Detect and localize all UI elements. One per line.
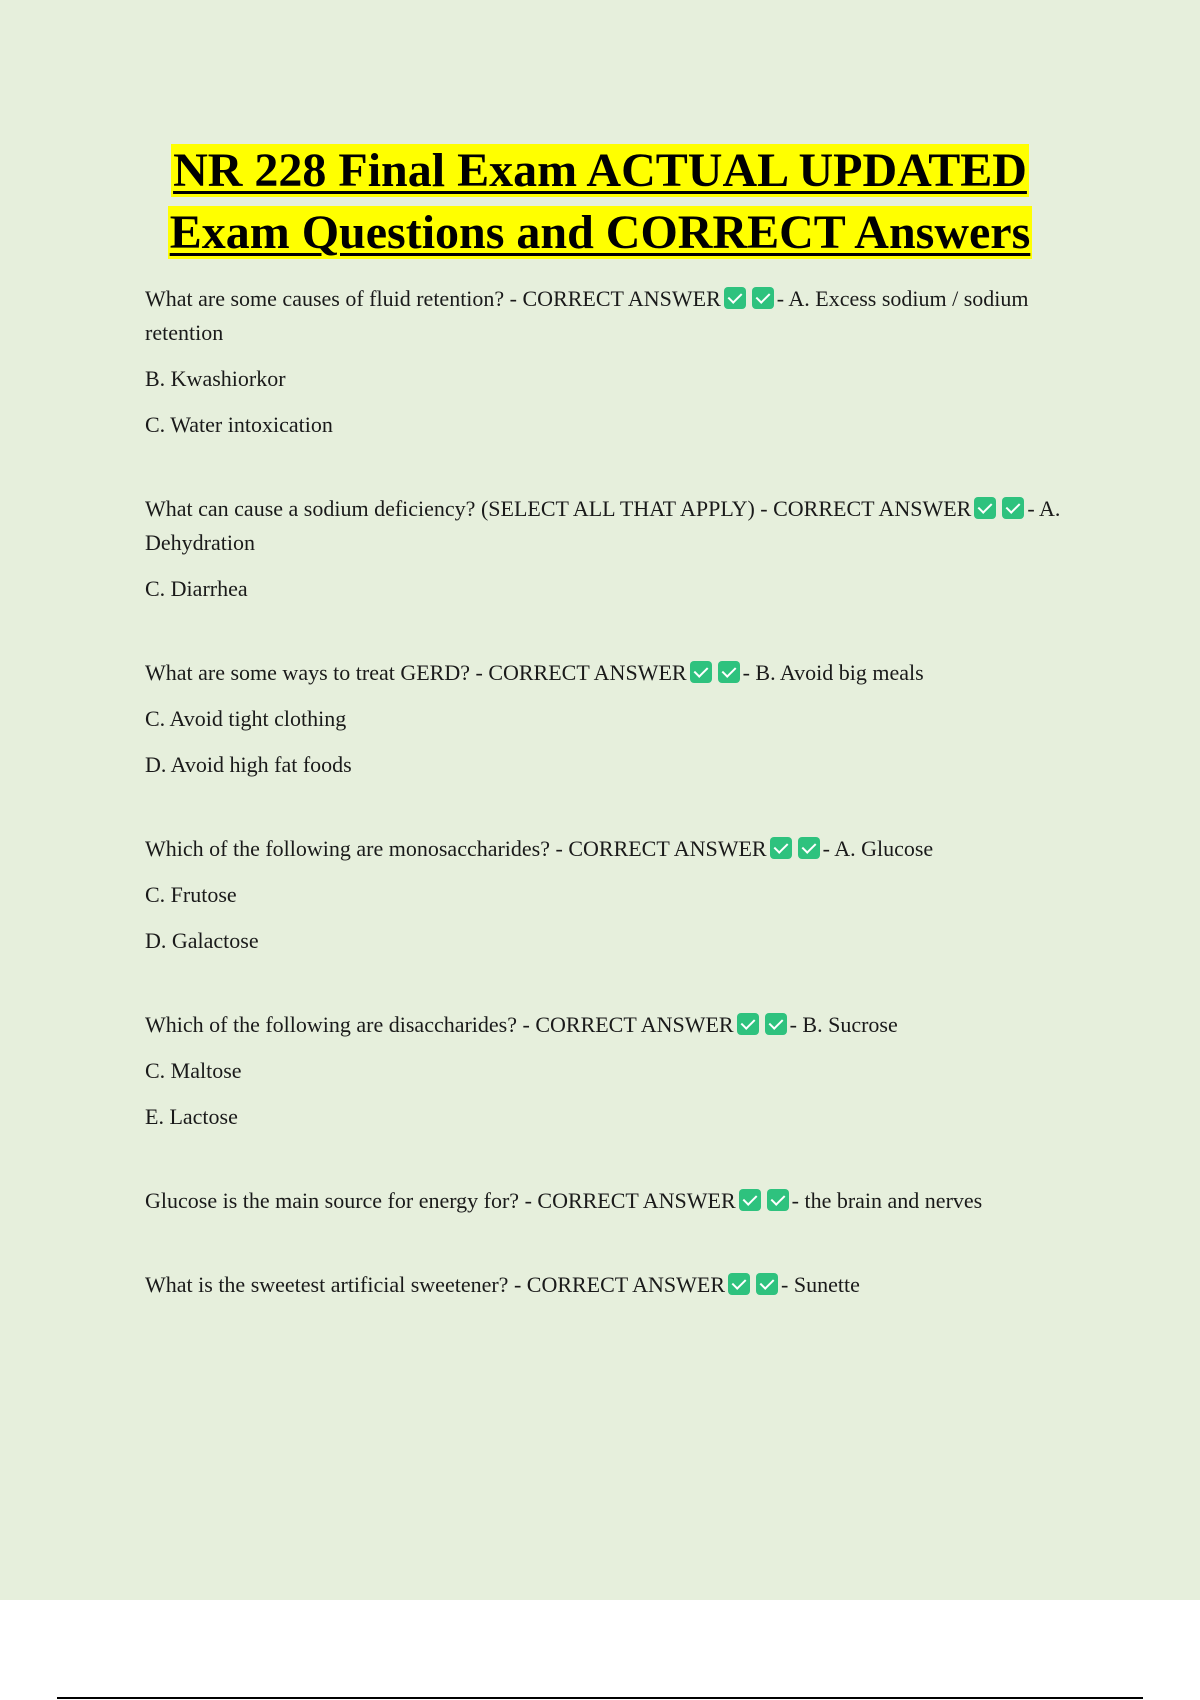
qa-item	[145, 282, 1075, 442]
answer-option: D. Galactose	[145, 928, 259, 953]
question-line	[145, 282, 1075, 350]
check-mark-icon	[767, 1189, 789, 1211]
answer-option: C. Frutose	[145, 882, 237, 907]
footer-divider	[57, 1697, 1143, 1699]
question-text: Which of the following are disaccharides? - CORRECT ANSWER	[145, 1012, 734, 1037]
question-line	[145, 492, 1075, 560]
check-mark-icon	[737, 1013, 759, 1035]
answer-text: - the brain and nerves	[791, 1188, 983, 1213]
check-mark-icon	[798, 837, 820, 859]
check-mark-icon	[765, 1013, 787, 1035]
question-line	[145, 1184, 1075, 1218]
question-line	[145, 656, 1075, 690]
qa-item	[145, 832, 1075, 958]
qa-item	[145, 656, 1075, 782]
answer-text: - B. Sucrose	[789, 1012, 898, 1037]
answer-option: C. Maltose	[145, 1058, 242, 1083]
qa-item	[145, 1268, 1075, 1302]
question-line	[145, 1008, 1075, 1042]
title-line-1: NR 228 Final Exam ACTUAL UPDATED	[173, 144, 1027, 197]
answer-option: C. Avoid tight clothing	[145, 706, 347, 731]
check-mark-icon	[724, 287, 746, 309]
qa-item	[145, 492, 1075, 606]
answer-text: - A. Glucose	[822, 836, 934, 861]
check-mark-icon	[1002, 497, 1024, 519]
document-title	[0, 140, 1200, 264]
question-text: What can cause a sodium deficiency? (SELECT ALL THAT APPLY) - CORRECT ANSWER	[145, 496, 972, 521]
question-text: Which of the following are monosaccharides? - CORRECT ANSWER	[145, 836, 767, 861]
check-mark-icon	[739, 1189, 761, 1211]
qa-item	[145, 1184, 1075, 1218]
check-mark-icon	[770, 837, 792, 859]
question-text: What are some causes of fluid retention? - CORRECT ANSWER	[145, 286, 721, 311]
check-mark-icon	[752, 287, 774, 309]
question-line	[145, 832, 1075, 866]
question-line	[145, 1268, 1075, 1302]
answer-option: C. Water intoxication	[145, 412, 333, 437]
question-text: What is the sweetest artificial sweetener? - CORRECT ANSWER	[145, 1272, 726, 1297]
check-mark-icon	[690, 661, 712, 683]
answer-option: C. Diarrhea	[145, 576, 248, 601]
answer-text: - B. Avoid big meals	[742, 660, 924, 685]
answer-text: - A. Excess sodium / sodium retention	[145, 286, 1029, 345]
answer-text: - A. Dehydration	[145, 496, 1061, 555]
check-mark-icon	[728, 1273, 750, 1295]
check-mark-icon	[756, 1273, 778, 1295]
answer-option: B. Kwashiorkor	[145, 366, 286, 391]
check-mark-icon	[718, 661, 740, 683]
answer-text: - Sunette	[781, 1272, 860, 1297]
qa-item	[145, 1008, 1075, 1134]
title-line-2: Exam Questions and CORRECT Answers	[169, 206, 1031, 259]
question-text: What are some ways to treat GERD? - CORRECT ANSWER	[145, 660, 687, 685]
answer-option: D. Avoid high fat foods	[145, 752, 352, 777]
answer-option: E. Lactose	[145, 1104, 238, 1129]
check-mark-icon	[974, 497, 996, 519]
question-text: Glucose is the main source for energy for? - CORRECT ANSWER	[145, 1188, 736, 1213]
qa-list	[145, 282, 1075, 1314]
